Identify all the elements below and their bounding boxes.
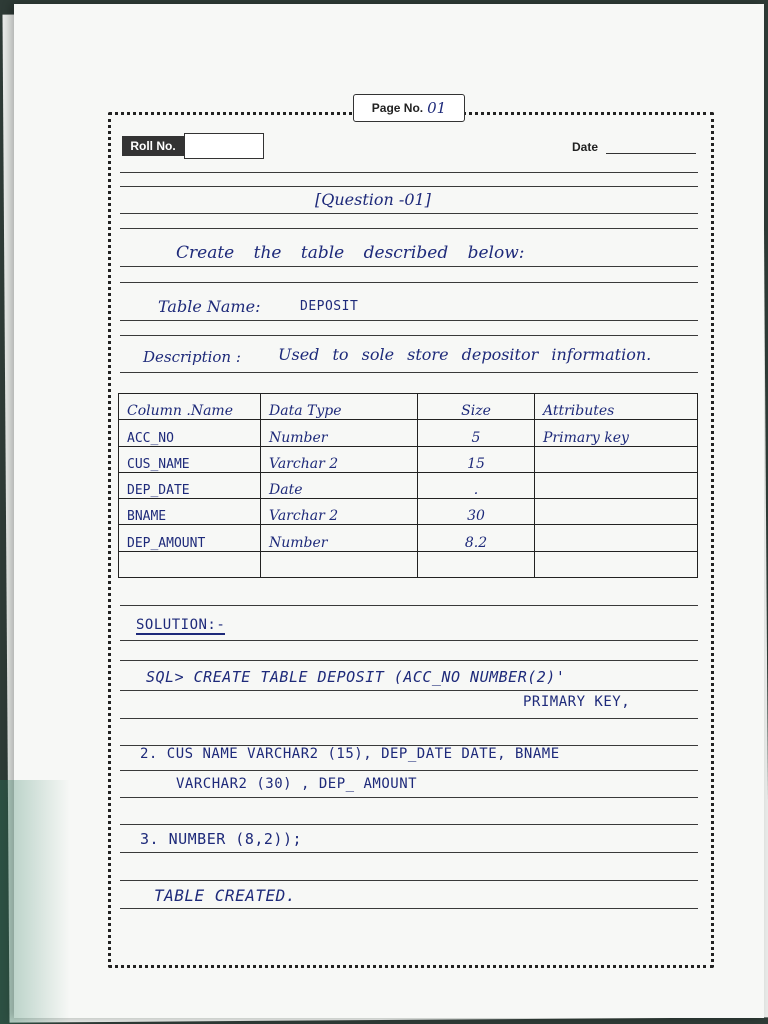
table-cell: Primary key [535,420,698,446]
ruled-line [120,718,698,719]
sql-line-1b: PRIMARY KEY, [523,694,631,710]
ruled-line [120,605,698,606]
table-cell: 15 [418,446,535,472]
ruled-line [120,172,698,173]
page-number-value: 01 [427,99,447,117]
table-row [119,472,698,498]
table-cell: BNAME [119,499,261,525]
result-text: TABLE CREATED. [154,886,296,905]
table-cell: 30 [418,499,535,525]
table-cell [535,525,698,551]
table-cell: Varchar 2 [261,446,418,472]
question-heading: [Question -01] [315,190,431,209]
table-cell [119,551,261,577]
sql-line-2: 2. CUS NAME VARCHAR2 (15), DEP_DATE DATE, BNAME [140,746,560,762]
table-cell: Date [261,472,418,498]
table-cell: DEP_AMOUNT [119,525,261,551]
table-cell [535,472,698,498]
table-cell: DEP_DATE [119,472,261,498]
table-row [119,420,698,446]
ruled-line [120,852,698,853]
roll-number-label: Roll No. [122,136,184,156]
date-line [606,153,696,154]
description-label: Description : [143,348,241,366]
sql-line-2b: VARCHAR2 (30) , DEP_ AMOUNT [176,776,418,792]
table-row [119,499,698,525]
ruled-line [120,282,698,283]
ruled-line [120,213,698,214]
page-number-box [353,94,465,122]
sql-line-3: 3. NUMBER (8,2)); [140,830,303,848]
table-cell: ACC_NO [119,420,261,446]
table-cell [535,499,698,525]
table-cell: . [418,472,535,498]
ruled-line [120,797,698,798]
table-cell: Number [261,420,418,446]
ruled-line [120,690,698,691]
date-label: Date [572,140,599,154]
table-cell [535,446,698,472]
table-cell: Varchar 2 [261,499,418,525]
column-definition-table [118,393,698,578]
ruled-line [120,228,698,229]
ruled-line [120,660,698,661]
table-row [119,551,698,577]
ruled-line [120,372,698,373]
table-cell: Number [261,525,418,551]
question-instruction: Create the table described below: [176,243,525,263]
ruled-line [120,186,698,187]
table-header-row [119,394,698,420]
ruled-line [120,770,698,771]
ruled-line [120,320,698,321]
page-shadow [0,780,70,1024]
table-name-label: Table Name: [158,297,261,316]
ruled-line [120,266,698,267]
table-cell [261,551,418,577]
table-cell: CUS_NAME [119,446,261,472]
table-cell: 8.2 [418,525,535,551]
table-cell [535,551,698,577]
ruled-line [120,880,698,881]
table-cell [418,551,535,577]
table-header-cell: Attributes [535,394,698,420]
table-header-cell: Column .Name [119,394,261,420]
ruled-line [120,824,698,825]
table-row [119,446,698,472]
ruled-line [120,640,698,641]
page-number-label: Page No. [371,101,424,115]
table-header-cell: Size [418,394,535,420]
roll-number-box [184,133,264,159]
sql-line-1: SQL> CREATE TABLE DEPOSIT (ACC_NO NUMBER(2)' [146,668,566,686]
solution-label: SOLUTION:- [136,617,226,633]
table-name-value: DEPOSIT [300,299,359,314]
table-header-cell: Data Type [261,394,418,420]
ruled-line [120,335,698,336]
description-value: Used to sole store depositor information. [278,345,652,364]
table-cell: 5 [418,420,535,446]
ruled-line [120,908,698,909]
table-row [119,525,698,551]
